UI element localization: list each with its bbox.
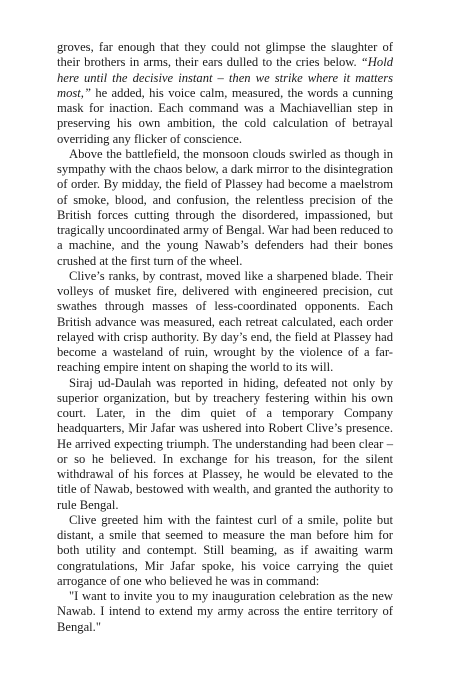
- text-run: Clive’s ranks, by contrast, moved like a sharpened blade. Their volleys of musket fire, delivered with engineered precision, cut swathes through masses of less-coordinated opponents. Each British advance was measured, each retreat calculated, each order relayed with crisp authority. By day’s end, the field at Plassey had become a wasteland of ruin, wrought by the violence of a far-reaching empire intent on shaping the world to its will.: [57, 268, 393, 375]
- paragraph-1: [57, 40, 393, 147]
- italic-quote: “Hold here until the decisive instant – then we strike where it matters most,”: [57, 55, 393, 100]
- text-run: groves, far enough that they could not glimpse the slaughter of their brothers in arms, their ears dulled to the cries below.: [57, 40, 393, 70]
- paragraph-6: [57, 589, 393, 635]
- text-run: Clive greeted him with the faintest curl of a smile, polite but distant, a smile that seemed to measure the man before him for both utility and contempt. Still beaming, as if awaiting warm congratulations, Mir Jafar spoke, his voice carrying the quiet arrogance of one who believed he was in command:: [57, 512, 393, 588]
- text-run: "I want to invite you to my inauguration celebration as the new Nawab. I intend to extend my army across the entire territory of Bengal.": [57, 589, 393, 634]
- paragraph-2: [57, 147, 393, 269]
- body-text: [57, 40, 393, 635]
- text-run: Above the battlefield, the monsoon clouds swirled as though in sympathy with the chaos below, a dark mirror to the disintegration of order. By midday, the field of Plassey had become a maelstrom of smoke, blood, and confusion, the relentless precision of the British forces cutting through the disordered, impassioned, but tragically uncoordinated army of Bengal. War had been reduced to a machine, and the young Nawab’s defenders had their bones crushed at the first turn of the wheel.: [57, 146, 393, 268]
- paragraph-4: [57, 376, 393, 513]
- text-run: he added, his voice calm, measured, the words a cunning mask for inaction. Each command was a Machiavellian step in preserving his own ambition, the cold calculation of betrayal overriding any flicker of conscience.: [57, 85, 393, 146]
- text-run: Siraj ud-Daulah was reported in hiding, defeated not only by superior organization, but by treachery festering within his own court. Later, in the dim quiet of a temporary Company headquarters, Mir Jafar was ushered into Robert Clive’s presence. He arrived expecting triumph. The understanding had been clear – or so he believed. In exchange for his treason, for the silent withdrawal of his forces at Plassey, he would be elevated to the title of Nawab, bestowed with wealth, and granted the authority to rule Bengal.: [57, 375, 393, 512]
- paragraph-3: [57, 269, 393, 376]
- paragraph-5: [57, 513, 393, 589]
